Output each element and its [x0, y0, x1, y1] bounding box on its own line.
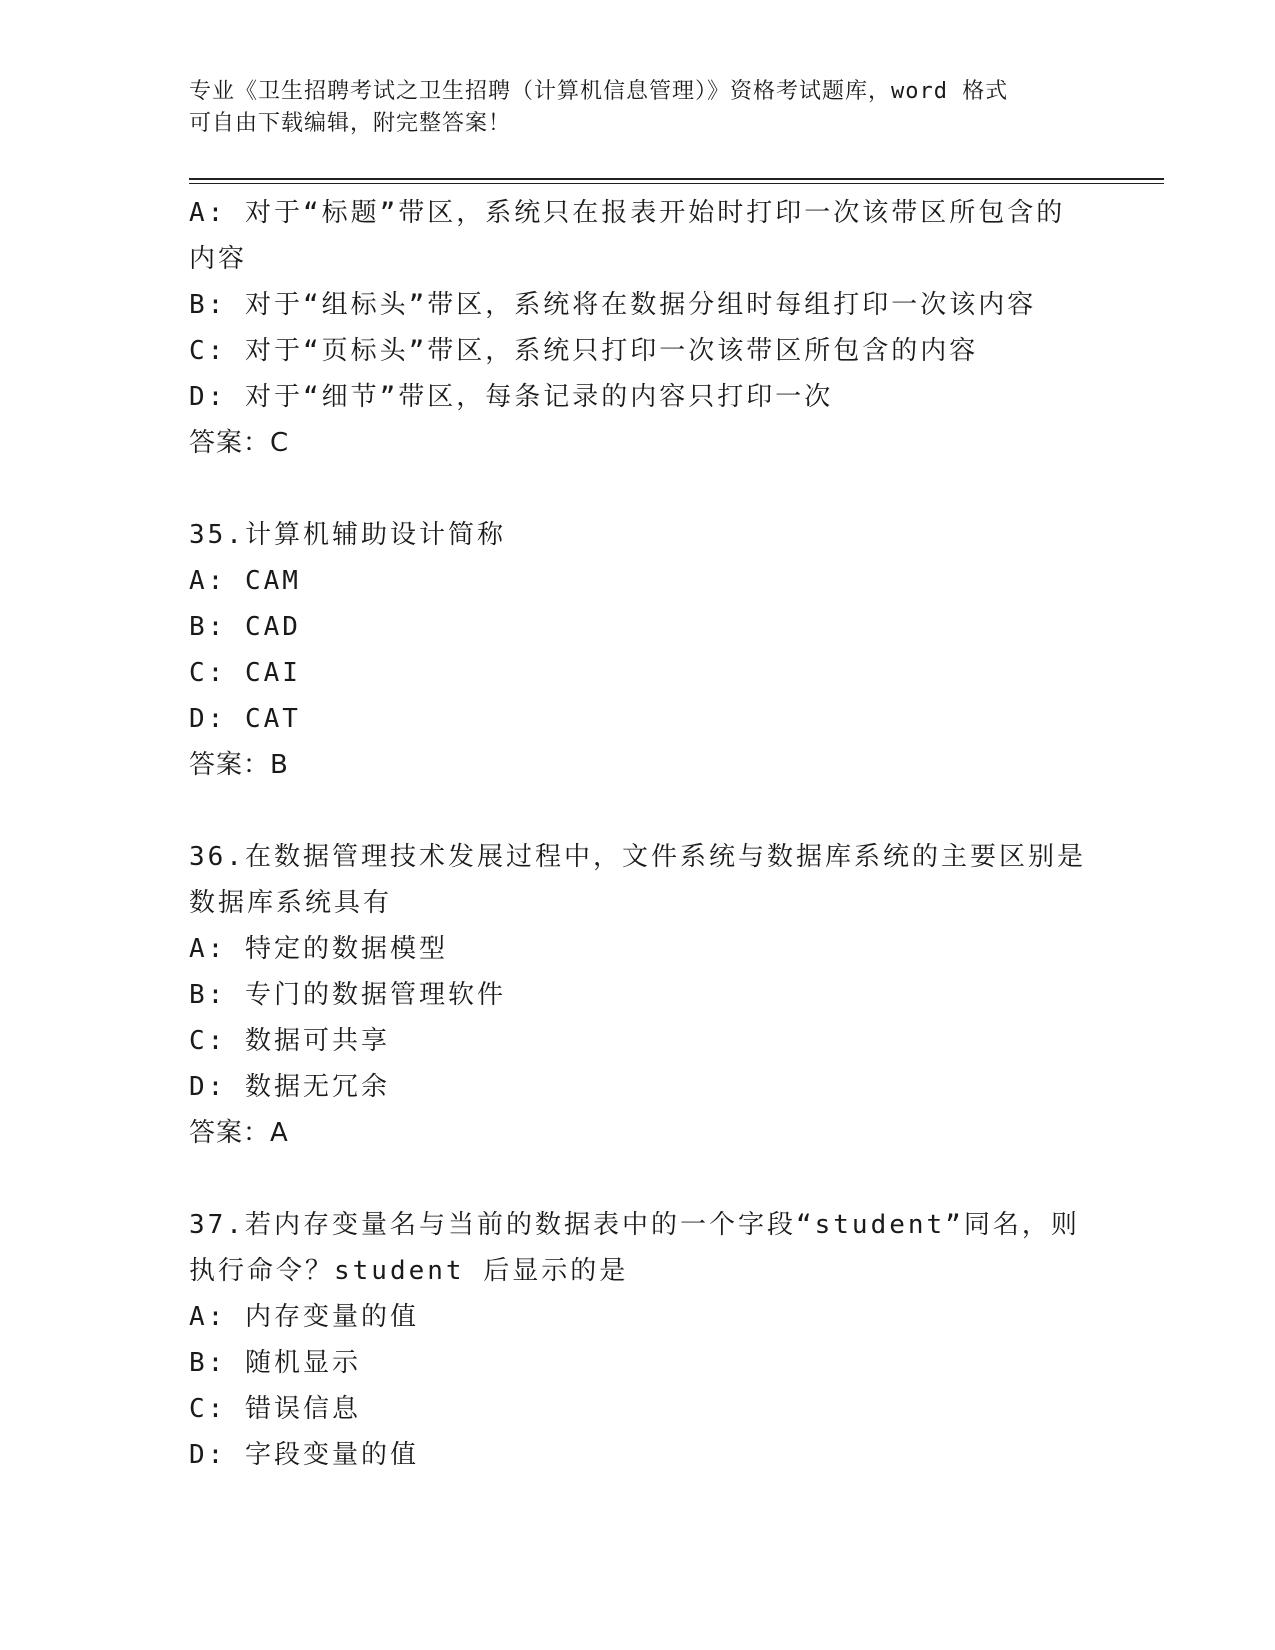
- option-a: A: 特定的数据模型: [189, 934, 448, 964]
- option-b: B: CAD: [189, 612, 301, 642]
- option-c: C: 数据可共享: [189, 1026, 390, 1056]
- header-divider-thin: [189, 183, 1164, 184]
- question-spacer: [189, 1156, 1089, 1202]
- option-a: A: 内存变量的值: [189, 1302, 419, 1332]
- question-stem: 35.计算机辅助设计简称: [189, 520, 506, 550]
- answer-line: 答案：B: [189, 750, 289, 780]
- option-a: A: CAM: [189, 566, 301, 596]
- option-c: C: CAI: [189, 658, 301, 688]
- option-d: D: 对于“细节”带区，每条记录的内容只打印一次: [189, 382, 834, 412]
- question-stem: 36.在数据管理技术发展过程中，文件系统与数据库系统的主要区别是: [189, 842, 1086, 872]
- question-spacer: [189, 788, 1089, 834]
- question-spacer: [189, 466, 1089, 512]
- question-content: [189, 190, 1089, 1478]
- answer-line: 答案：C: [189, 428, 290, 458]
- option-b: B: 随机显示: [189, 1348, 361, 1378]
- option-b: B: 对于“组标头”带区，系统将在数据分组时每组打印一次该内容: [189, 290, 1037, 320]
- question-stem-continued: 执行命令？student 后显示的是: [189, 1256, 629, 1286]
- option-c: C: 对于“页标头”带区，系统只打印一次该带区所包含的内容: [189, 336, 979, 366]
- question-37: [189, 1202, 1089, 1478]
- header-line-1: 专业《卫生招聘考试之卫生招聘（计算机信息管理）》资格考试题库，word 格式: [189, 79, 1009, 104]
- option-a-continued: 内容: [189, 244, 248, 274]
- option-a: A: 对于“标题”带区，系统只在报表开始时打印一次该带区所包含的: [189, 198, 1066, 228]
- question-36: [189, 834, 1089, 1156]
- option-b: B: 专门的数据管理软件: [189, 980, 506, 1010]
- question-stem-continued: 数据库系统具有: [189, 888, 393, 918]
- option-d: D: 数据无冗余: [189, 1072, 390, 1102]
- option-d: D: 字段变量的值: [189, 1440, 419, 1470]
- question-34-continued: [189, 190, 1089, 466]
- answer-line: 答案：A: [189, 1118, 289, 1148]
- option-d: D: CAT: [189, 704, 301, 734]
- header-divider-thick: [189, 178, 1164, 180]
- header-line-2: 可自由下载编辑，附完整答案！: [189, 111, 512, 136]
- document-header: [189, 76, 1089, 140]
- question-stem: 37.若内存变量名与当前的数据表中的一个字段“student”同名，则: [189, 1210, 1080, 1240]
- option-c: C: 错误信息: [189, 1394, 361, 1424]
- question-35: [189, 512, 1089, 788]
